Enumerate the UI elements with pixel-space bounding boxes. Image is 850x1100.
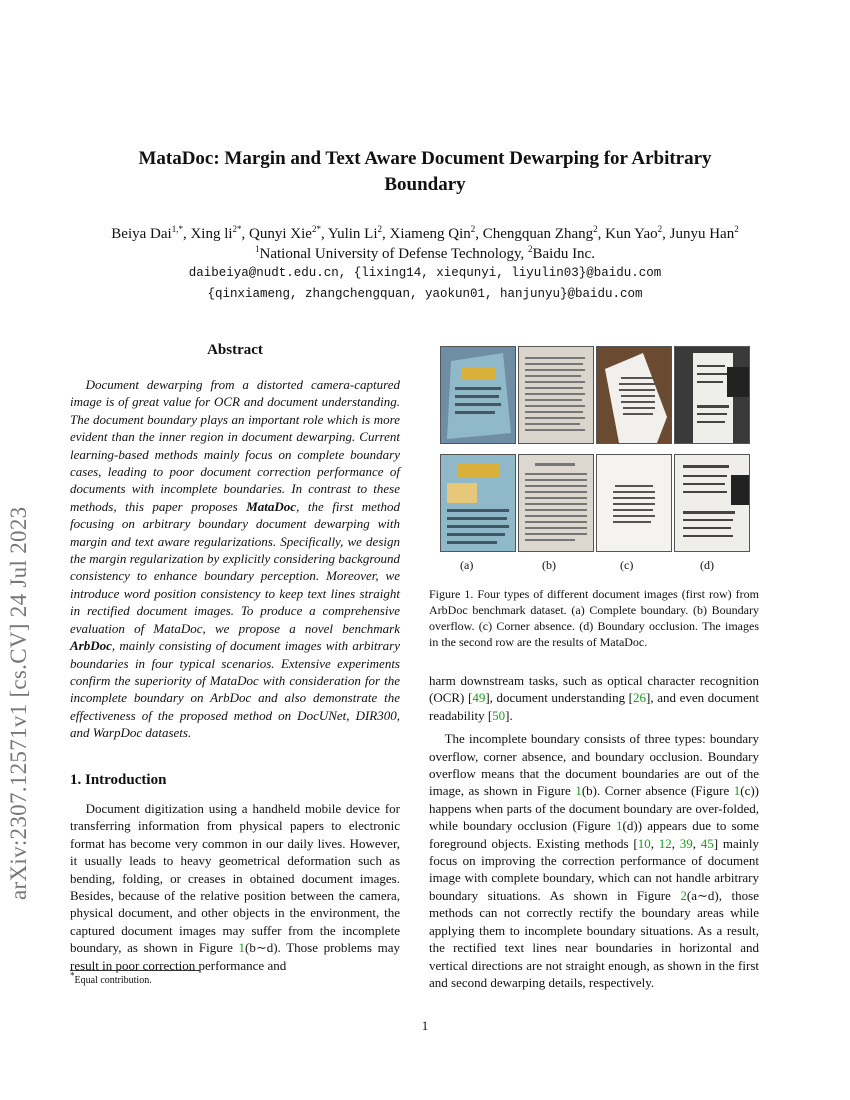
intro-text: (d)) appears due to some foreground objects. Existing methods [ (429, 818, 759, 851)
figure-image-d-input (674, 346, 750, 444)
figure-reference[interactable]: 1 (238, 940, 245, 956)
aff-sup: 1 (255, 244, 260, 254)
affiliation-1: National University of Defense Technology, (259, 246, 528, 262)
intro-paragraph-2: The incomplete boundary consists of three types: boundary overflow, corner absence, and boundary occlusion. Boundary overflow means that the document boundaries are out of the image, as shown in Figure 1(b). Corner absence (Figure 1(c)) happens when parts of the document boundary are over-folded, while boundary occlusion (Figure 1(d)) appears due to some foreground objects. Existing methods [10, 12, 39, 45] mainly focus on improving the correction performance of document image with complete boundary, which can not handle arbitrary boundary situations. As shown in Figure 2(a∼d), those methods can not correctly rectify the boundary areas while applying them to incomplete boundary situations. As a result, the rectified text lines near boundaries in horizontal and vertical directions are not straight enough, as shown in the first and second dewarping details, respectively. (429, 731, 759, 990)
citation[interactable]: 26 (633, 690, 647, 706)
abstract-heading: Abstract (207, 342, 263, 358)
author-sup: 2 (470, 224, 476, 234)
footnote-text: Equal contribution. (74, 975, 152, 986)
citation[interactable]: 50 (492, 707, 506, 723)
subfigure-label-b: (b) (542, 558, 556, 572)
abstract-text: , the first method focusing on arbitrary boundary document dewarping with margin and text aware regularizations. Specifically, we design the margin regularization by explicitly considering background consistency to enhance boundary perception. Moreover, we introduce word position consistency to keep text lines straight in rectified document images. To produce a comprehensive evaluation of MataDoc, we propose a novel benchmark (70, 498, 401, 636)
right-column-text (429, 672, 759, 991)
author-sup: 2 (593, 224, 598, 234)
figure-caption: Figure 1. Four types of different document images (first row) from ArbDoc benchmark dataset. (a) Complete boundary. (b) Boundary overflow. (c) Corner absence. (d) Boundary occlusion. The images in the second row are the results of MataDoc. (429, 587, 759, 649)
author: Beiya Dai (111, 226, 172, 242)
author-sup: 2* (232, 224, 242, 234)
author: Junyu Han (669, 226, 735, 242)
author-sup: 2 (734, 224, 739, 234)
abstract-text: , mainly consisting of document images with arbitrary boundaries in four typical scenarios. Extensive experiments confirm the superiority of MataDoc with consideration for the incomplete boundary on ArbDoc and also demonstrate the effectiveness of the proposed method on DocUNet, DIR300, and WarpDoc datasets. (70, 638, 400, 741)
figure-image-c-output (596, 454, 672, 552)
intro-text: harm downstream tasks, such as optical character recognition (OCR) [ (429, 673, 759, 706)
author: Kun Yao (605, 226, 658, 242)
figure-image-c-input (596, 346, 672, 444)
intro-text: The incomplete boundary consists of three types: boundary overflow, corner absence, and boundary occlusion. Boundary overflow means that the document boundaries are out of the image, as shown in Figure (429, 731, 759, 799)
intro-paragraph-1 (70, 800, 400, 974)
figure-image-b-input (518, 346, 594, 444)
arxiv-identifier: arXiv:2307.12571v1 [cs.CV] 24 Jul 2023 (6, 506, 31, 900)
email-line-2: {qinxiameng, zhangchengquan, yaokun01, hanjunyu}@baidu.com (207, 287, 643, 301)
figure-reference[interactable]: 1 (733, 783, 741, 799)
figure-reference[interactable]: 1 (616, 818, 623, 834)
intro-text: (a∼d), those methods can not correctly rectify the boundary areas while applying them to incomplete boundary situations. As a result, the rectified text lines near boundaries in horizontal and vertical directions are not straight enough, as shown in the first and second dewarping details, respectively. (429, 887, 759, 990)
citation[interactable]: 12 (658, 835, 672, 851)
intro-text: Document digitization using a handheld mobile device for transferring information from physical papers to electronic format has become very common in our daily lives. However, it usually leads to heavy geometrical deformation such as bending, folding, or creases in obtained document images. Besides, because of the relative position between the camera, physical document, and other objects in the environment, the captured document images may suffer from the incomplete boundary, as shown in Figure (70, 801, 400, 956)
abstract-bold: ArbDoc (70, 638, 112, 654)
subfigure-label-d: (d) (700, 558, 714, 572)
figure-image-d-output (674, 454, 750, 552)
abstract-bold: MataDoc (246, 498, 297, 514)
citation[interactable]: 49 (472, 690, 486, 706)
author: Xiameng Qin (389, 226, 471, 242)
author-sup: 2 (377, 224, 382, 234)
email-line-1: daibeiya@nudt.edu.cn, {lixing14, xiequnyi, liyulin03}@baidu.com (188, 266, 662, 280)
aff-sup: 2 (527, 244, 533, 254)
intro-text: ]. (505, 707, 513, 723)
intro-text: ], and even document readability [ (429, 690, 760, 723)
author-names: Beiya Dai$^{1,*}$, Xing $li^{2*}$, Qunyi Xie$^{2*}$, Yulin Li$^2$, Xiameng Qin$^2$, Chengquan Zhang$^2$, Kun Yao$^2$, Junyu Han$^2$ (111, 224, 739, 242)
paper-title (90, 146, 760, 198)
author-sup: 2* (311, 224, 321, 234)
author: Qunyi Xie (249, 226, 312, 242)
title-line-1: MataDoc: Margin and Text Aware Document Dewarping for Arbitrary (138, 148, 712, 169)
title-line-2: Boundary (384, 174, 466, 195)
figure-image-b-output (518, 454, 594, 552)
intro-text: (b∼d). Those problems may result in poor correction performance and (70, 940, 400, 973)
figure-reference[interactable]: 2 (680, 887, 687, 903)
footnote-rule (70, 970, 200, 971)
citation[interactable]: 10 (637, 835, 651, 851)
affiliations (40, 244, 810, 264)
author: Chengquan Zhang (482, 226, 594, 242)
intro-heading: 1. Introduction (70, 772, 167, 788)
citation[interactable]: 45 (700, 835, 714, 851)
subfigure-label-c: (c) (620, 558, 634, 572)
author-sup: 2 (657, 224, 663, 234)
intro-text: ] mainly focus on improving the correction performance of document image with complete boundary, which can not handle arbitrary boundary situations. As shown in Figure (429, 835, 759, 903)
author-list (40, 224, 810, 264)
page-number: 1 (421, 1018, 429, 1033)
intro-text: (b). Corner absence (Figure (581, 783, 734, 799)
footnote-mark: * (70, 970, 75, 981)
abstract-text: Document dewarping from a distorted camera-captured image is of great value for OCR and document understanding. The document boundary plays an important role which is more evident than the inner region in document dewarping. Current learning-based methods mainly focus on complete boundary cases, leading to poor document correction performance of documents with incomplete boundaries. In contrast to these methods, this paper proposes (70, 377, 400, 514)
author: Xing li (190, 226, 233, 242)
footnote (70, 970, 152, 986)
citation[interactable]: 39 (679, 835, 693, 851)
subfigure-label-a: (a) (460, 558, 474, 572)
author-sup: 1,* (171, 224, 183, 234)
author: Yulin Li (327, 226, 378, 242)
affiliation-2: Baidu Inc. (532, 246, 595, 262)
figure-image-a-output (440, 454, 516, 552)
figure-reference[interactable]: 1 (575, 783, 582, 799)
intro-paragraph-1-continued (429, 672, 759, 724)
intro-text: ], document understanding [ (485, 690, 634, 706)
intro-text: (c)) happens when parts of the document boundary are over-folded, while boundary occlusion (Figure (429, 783, 759, 834)
abstract-body (70, 376, 400, 742)
figure-image-a-input (440, 346, 516, 444)
